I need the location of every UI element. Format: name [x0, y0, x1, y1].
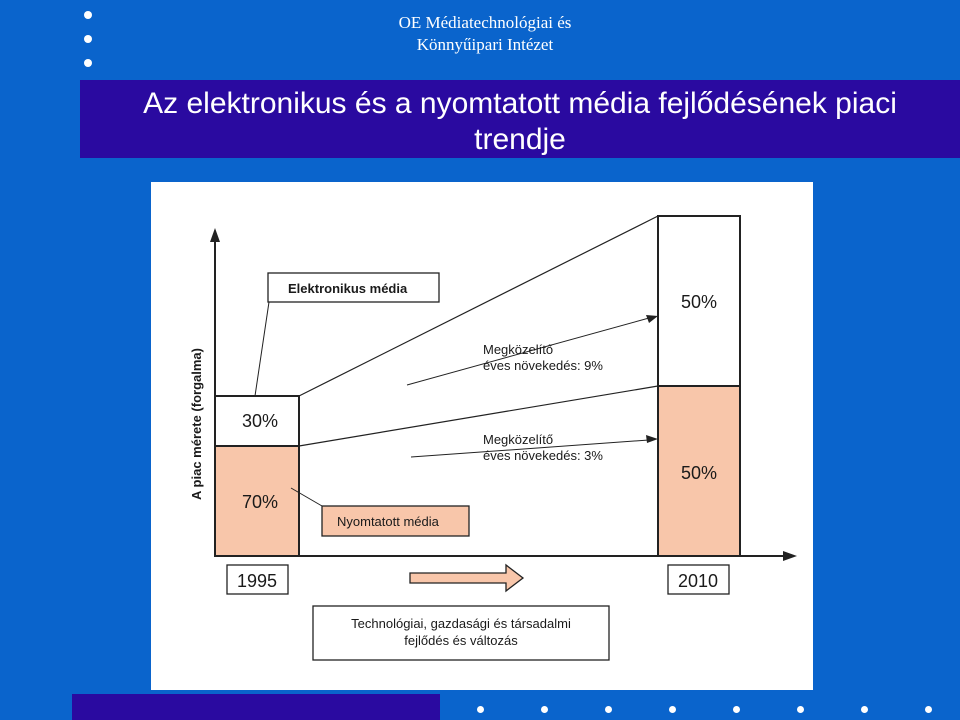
print-media-label: Nyomtatott média	[337, 514, 439, 529]
slide-title	[80, 86, 960, 158]
decor-dot	[84, 11, 92, 19]
electronic-media-label: Elektronikus média	[288, 281, 408, 296]
decor-dot	[84, 59, 92, 67]
time-progress-arrow	[410, 565, 523, 591]
year-2010-label: 2010	[677, 571, 719, 591]
decor-dot	[84, 35, 92, 43]
decor-dot	[669, 706, 676, 713]
decor-dot	[925, 706, 932, 713]
electronic-callout-line	[255, 302, 269, 396]
market-trend-diagram	[151, 182, 813, 690]
bar-1995-print-pct: 70%	[241, 492, 279, 512]
growth-electronic-arrowhead	[646, 315, 658, 323]
bar-2010-print-pct: 50%	[680, 463, 718, 483]
decor-dot	[477, 706, 484, 713]
slide-title-line-2: trendje	[474, 123, 566, 156]
caption-line-1: Technológiai, gazdasági és társadalmi	[351, 616, 571, 631]
slide-title-line-1: Az elektronikus és a nyomtatott média fejlődésének piaci	[143, 87, 897, 120]
footer-bar	[72, 694, 440, 720]
trend-electronic-top	[299, 216, 658, 396]
bar-2010-electronic-pct: 50%	[680, 292, 718, 312]
decor-dot	[733, 706, 740, 713]
growth-print-label-2: éves növekedés: 3%	[483, 448, 603, 463]
growth-print-label-1: Megközelítő	[483, 432, 554, 447]
institute-line-2: Könnyűipari Intézet	[416, 35, 554, 54]
decor-dot	[605, 706, 612, 713]
trend-boundary	[299, 386, 658, 446]
institute-name	[360, 12, 610, 56]
decor-dot	[541, 706, 548, 713]
y-axis-label: A piac mérete (forgalma)	[189, 348, 204, 500]
decor-dot	[797, 706, 804, 713]
diagram-svg	[151, 182, 813, 690]
growth-print-arrowhead	[646, 435, 658, 443]
growth-electronic-label-2: éves növekedés: 9%	[483, 358, 603, 373]
growth-electronic-label-1: Megközelítő	[483, 342, 554, 357]
caption-line-2: fejlődés és változás	[404, 633, 518, 648]
y-axis-arrow	[210, 228, 220, 242]
institute-line-1: OE Médiatechnológiai és	[398, 13, 572, 32]
year-1995-label: 1995	[236, 571, 278, 591]
bar-1995-electronic-pct: 30%	[241, 411, 279, 431]
x-axis-arrow	[783, 551, 797, 561]
decor-dot	[861, 706, 868, 713]
